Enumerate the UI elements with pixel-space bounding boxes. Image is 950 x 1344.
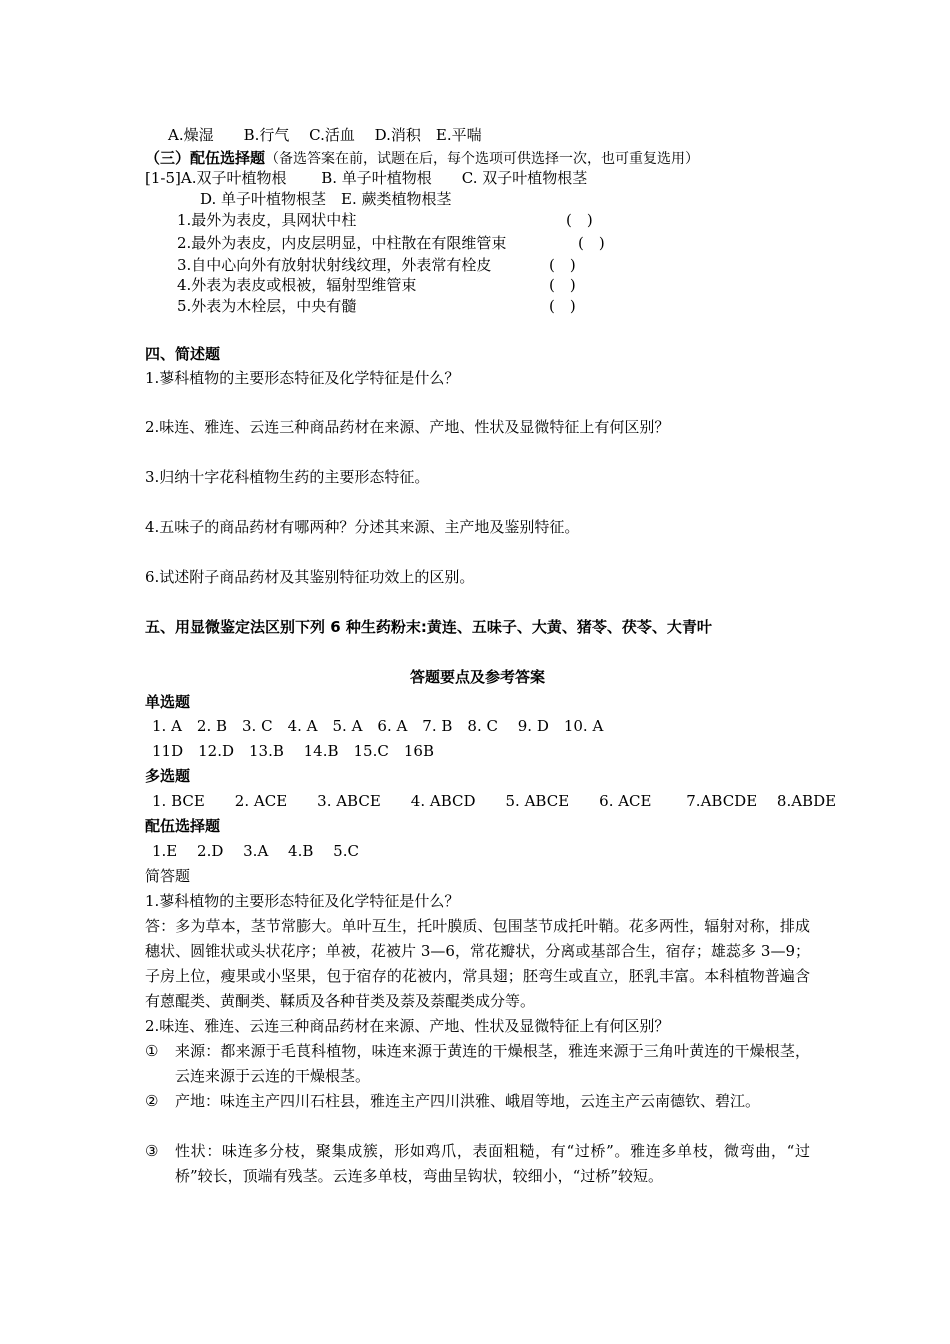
match-options-line-1: [1-5]A.双子叶植物根 B. 单子叶植物根 C. 双子叶植物根茎 — [145, 169, 588, 187]
item-marker: ② — [145, 1092, 159, 1110]
answer-2-item-source — [145, 1039, 810, 1089]
answer-2-item-origin — [145, 1089, 810, 1114]
multi-choice-title: 多选题 — [145, 767, 191, 785]
answer-2-item-properties — [145, 1139, 810, 1189]
answer-1-question: 1.蓼科植物的主要形态特征及化学特征是什么？ — [145, 892, 460, 910]
match-item-3: 3.自中心向外有放射状射线纹理，外表常有栓皮 — [177, 256, 492, 274]
match-item-1: 1.最外为表皮，具网状中柱 — [177, 211, 357, 229]
section-3-note: （备选答案在前，试题在后，每个选项可供选择一次，也可重复选用） — [265, 151, 700, 167]
options-line: A.燥湿 B.行气 C.活血 D.消积 E.平喘 — [168, 126, 482, 144]
short-question-2: 2.味连、雅连、云连三种商品药材在来源、产地、性状及显微特征上有何区别？ — [145, 418, 670, 436]
item-text: 来源：都来源于毛茛科植物，味连来源于黄连的干燥根茎，雅连来源于三角叶黄连的干燥根茎，云连来源于云连的干燥根茎。 — [175, 1042, 810, 1085]
match-options-line-2: D. 单子叶植物根茎 E. 蕨类植物根茎 — [200, 190, 452, 208]
item-marker: ③ — [145, 1142, 159, 1160]
item-text: 性状：味连多分枝，聚集成簇，形如鸡爪，表面粗糙，有“过桥”。雅连多单枝，微弯曲，“过桥”较长，顶端有残茎。云连多单枝，弯曲呈钩状，较细小，“过桥”较短。 — [175, 1142, 810, 1185]
section-3-heading — [145, 148, 699, 169]
answers-title: 答题要点及参考答案 — [409, 668, 545, 686]
answer-blank: ( ) — [549, 276, 576, 294]
match-item-2: 2.最外为表皮，内皮层明显，中柱散在有限维管束 — [177, 234, 507, 252]
answer-blank: ( ) — [566, 211, 593, 229]
matching-answers: 1.E 2.D 3.A 4.B 5.C — [152, 842, 359, 860]
section-5-question: 五、用显微鉴定法区别下列 6 种生药粉末:黄连、五味子、大黄、猪苓、茯苓、大青叶 — [145, 618, 712, 636]
single-choice-title: 单选题 — [145, 693, 191, 711]
answer-blank: ( ) — [578, 234, 605, 252]
answer-2-question: 2.味连、雅连、云连三种商品药材在来源、产地、性状及显微特征上有何区别？ — [145, 1017, 670, 1035]
short-question-6: 6.试述附子商品药材及其鉴别特征功效上的区别。 — [145, 568, 475, 586]
match-item-4: 4.外表为表皮或根被，辐射型维管束 — [177, 276, 417, 294]
item-marker: ① — [145, 1042, 159, 1060]
item-text: 产地：味连主产四川石柱县，雅连主产四川洪雅、峨眉等地，云连主产云南德钦、碧江。 — [175, 1092, 761, 1110]
short-question-1: 1.蓼科植物的主要形态特征及化学特征是什么？ — [145, 369, 460, 387]
answer-blank: ( ) — [549, 297, 576, 315]
short-question-3: 3.归纳十字花科植物生药的主要形态特征。 — [145, 468, 430, 486]
section-4-title: 四、简述题 — [145, 345, 221, 363]
multi-choice-answers: 1. BCE 2. ACE 3. ABCE 4. ABCD 5. ABCE 6. ACE 7.ABCDE 8.ABDE — [152, 792, 837, 810]
answer-1-body: 答：多为草本，茎节常膨大。单叶互生，托叶膜质、包围茎节成托叶鞘。花多两性，辐射对称，排成穗状、圆锥状或头状花序；单被，花被片 3—6，常花瓣状，分离或基部合生，宿存；雄蕊多 3—9；子房上位，瘦果或小坚果，包于宿存的花被内，常具翅；胚弯生或直立，胚乳丰富。本科植物普遍含有蒽醌类、黄酮类、鞣质及各种苷类及萘及萘醌类成分等。 — [145, 917, 810, 1010]
match-item-5: 5.外表为木栓层，中央有髓 — [177, 297, 357, 315]
answer-blank: ( ) — [549, 256, 576, 274]
matching-title: 配伍选择题 — [145, 817, 221, 835]
single-choice-answers-row-2: 11D 12.D 13.B 14.B 15.C 16B — [152, 742, 434, 760]
single-choice-answers-row-1: 1. A 2. B 3. C 4. A 5. A 6. A 7. B 8. C 9. D 10. A — [152, 717, 604, 735]
short-answer-title: 简答题 — [145, 867, 191, 885]
short-question-4: 4.五味子的商品药材有哪两种？分述其来源、主产地及鉴别特征。 — [145, 518, 580, 536]
section-3-title: （三）配伍选择题 — [145, 149, 266, 167]
